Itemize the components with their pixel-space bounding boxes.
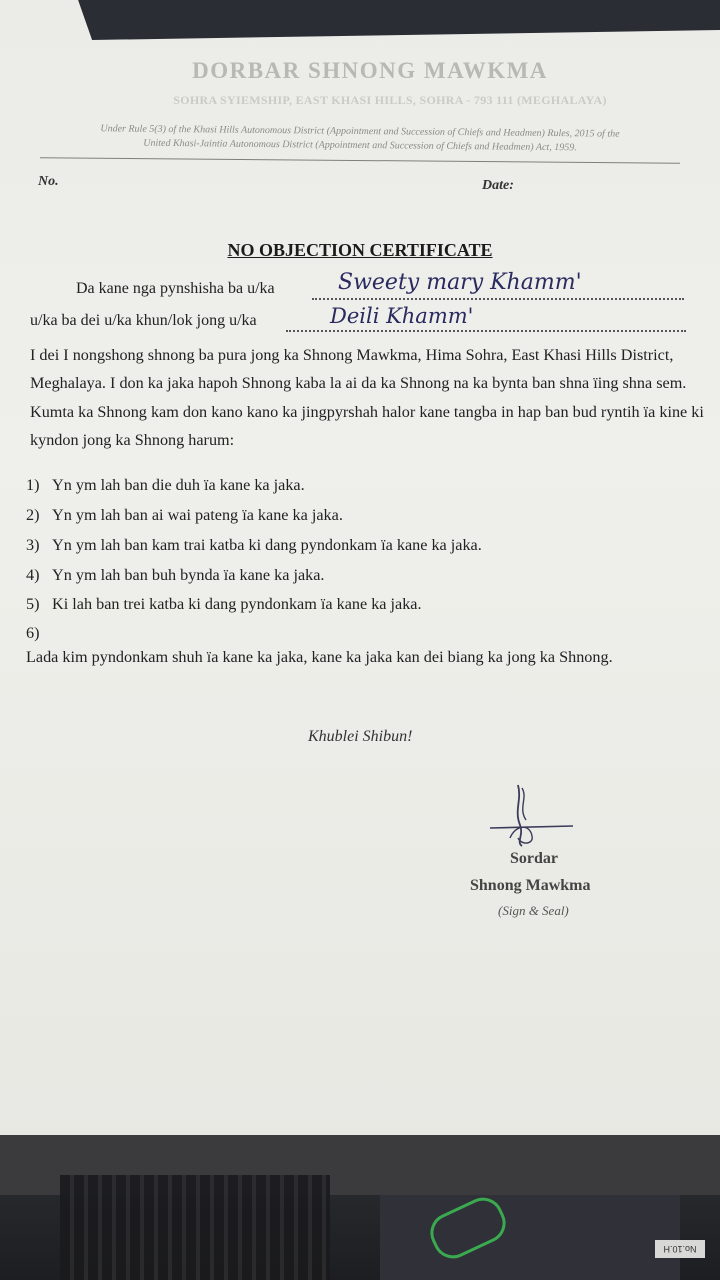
- certificate-title: NO OBJECTION CERTIFICATE: [227, 240, 493, 260]
- closing-text: Khublei Shibun!: [308, 728, 413, 745]
- line2-handwritten-name: Deili Khamm': [330, 304, 474, 328]
- org-address: SOHRA SYIEMSHIP, EAST KHASI HILLS, SOHRA - 793 111 (MEGHALAYA): [173, 93, 607, 107]
- condition-number: 4): [26, 566, 40, 584]
- body-paragraph: I dei I nongshong shnong ba pura jong ka Shnong Mawkma, Hima Sohra, East Khasi Hills District, Meghalaya. I don ka jaka hapoh Shnong kaba la ai da ka Shnong na ka bynta ban shna ïing shna sem. Kumta ka Shnong kam don kano kano ka jingpyrshah halor kane tangba in hap ban bud ryntih ïa kine ki kyndon jong ka Shnong harum:: [30, 346, 704, 449]
- condition-text: Yn ym lah ban buh bynda ïa kane ka jaka.: [52, 566, 325, 584]
- condition-text: Yn ym lah ban ai wai pateng ïa kane ka jaka.: [52, 506, 343, 524]
- condition-item-1: [26, 476, 305, 495]
- line1-dotted-rule: [312, 298, 684, 300]
- condition-text: Yn ym lah ban kam trai katba ki dang pyndonkam ïa kane ka jaka.: [52, 536, 482, 554]
- line2-dotted-rule: [286, 330, 686, 332]
- rule-citation-line-1: Under Rule 5(3) of the Khasi Hills Autonomous District (Appointment and Succession of Chiefs and Headmen) Rules, 2015 of the: [100, 123, 620, 140]
- condition-text: Lada kim pyndonkam shuh ïa kane ka jaka, kane ka jaka kan dei biang ka jong ka Shnong.: [26, 648, 613, 666]
- signatory-organization: Shnong Mawkma: [470, 877, 591, 894]
- number-label: No.: [38, 174, 59, 189]
- condition-number: 1): [26, 476, 40, 494]
- condition-text: Ki lah ban trei katba ki dang pyndonkam ïa kane ka jaka.: [52, 595, 422, 613]
- condition-text: Yn ym lah ban die duh ïa kane ka jaka.: [52, 476, 305, 494]
- date-label: Date:: [482, 178, 514, 193]
- condition-number: 5): [26, 595, 40, 613]
- sign-seal-note: (Sign & Seal): [498, 903, 569, 918]
- desk-device: [380, 1195, 680, 1280]
- line1-prefix: Da kane nga pynshisha ba u/ka: [76, 280, 275, 297]
- condition-item-3: [26, 536, 482, 555]
- condition-item-6: [26, 624, 710, 672]
- condition-number: 3): [26, 536, 40, 554]
- line1-handwritten-name: Sweety mary Khamm': [338, 270, 582, 295]
- signatory-title: Sordar: [510, 850, 558, 867]
- condition-number: 2): [26, 506, 40, 524]
- condition-number: 6): [26, 624, 40, 642]
- condition-item-2: [26, 506, 343, 525]
- org-name: DORBAR SHNONG MAWKMA: [192, 58, 548, 83]
- desk-lamp-base: [60, 1175, 330, 1280]
- condition-item-4: [26, 566, 324, 585]
- line2-prefix: u/ka ba dei u/ka khun/lok jong u/ka: [30, 312, 257, 329]
- rule-citation-line-2: United Khasi-Jaintia Autonomous District (Appointment and Succession of Chiefs and Headmen) Act, 1959.: [143, 137, 577, 154]
- desk-tag: No.10.H: [655, 1240, 705, 1258]
- signature-mark: [488, 780, 578, 850]
- condition-item-5: [26, 595, 422, 614]
